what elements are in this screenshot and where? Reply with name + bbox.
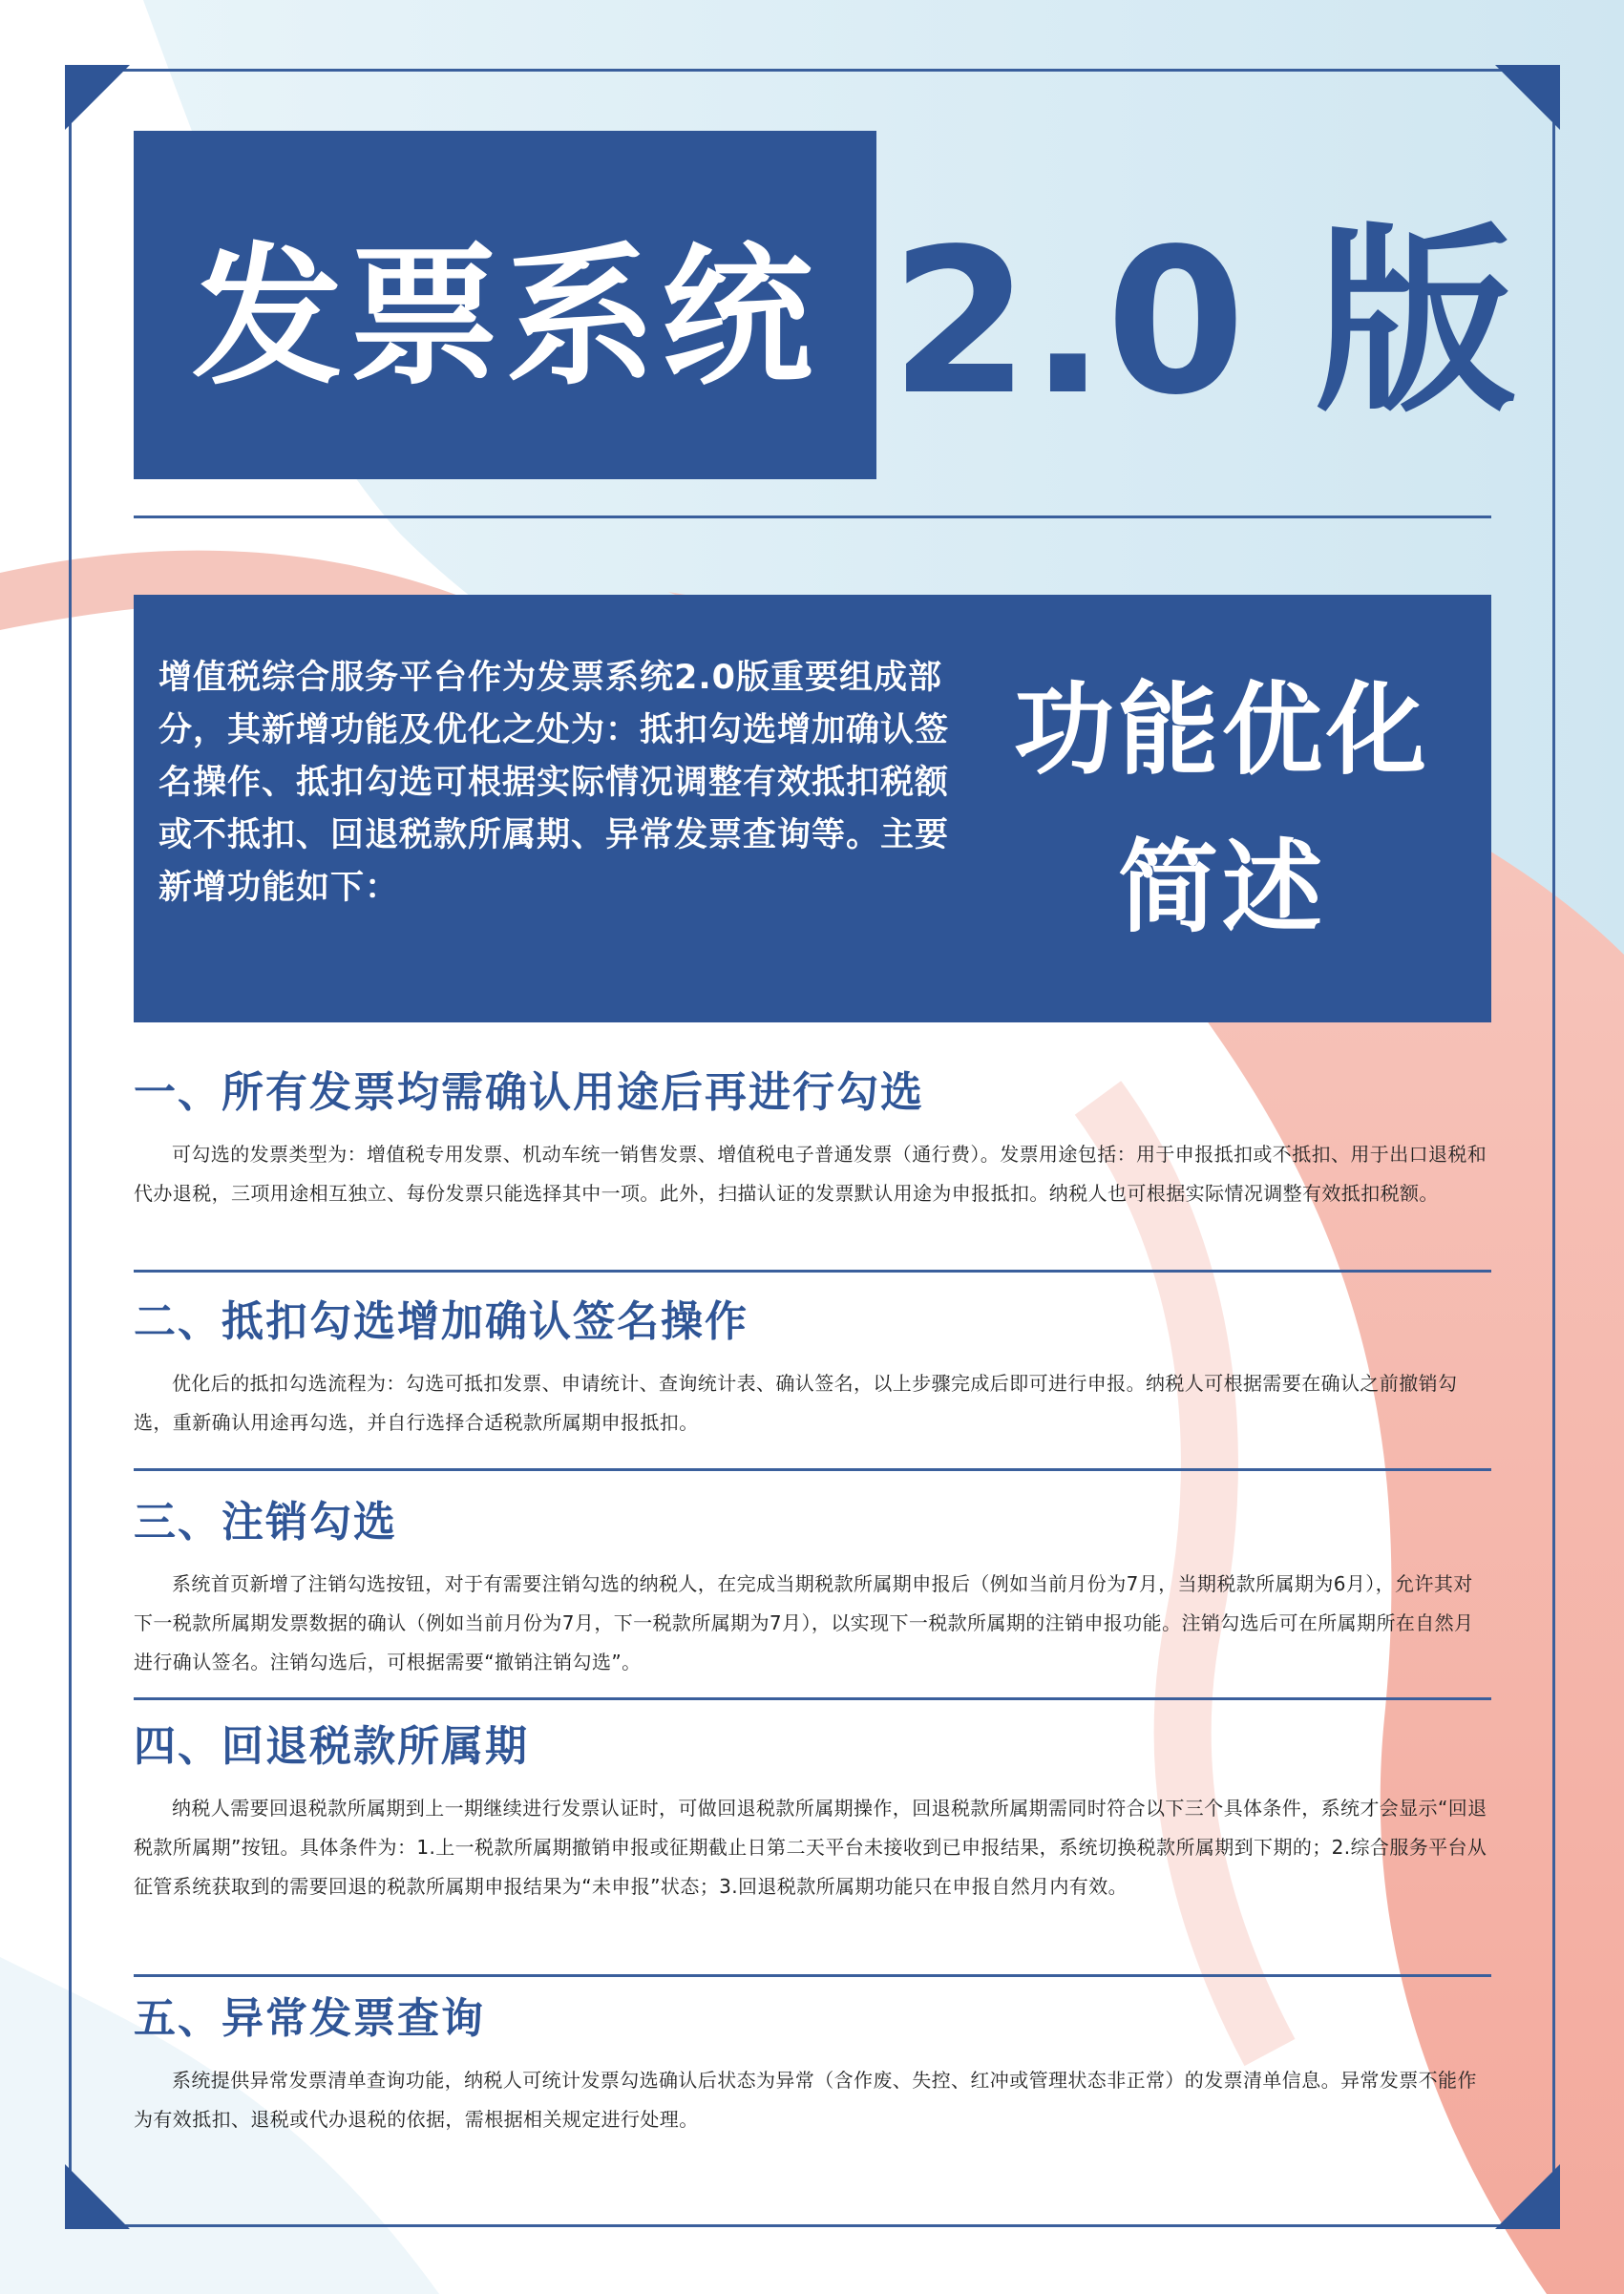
intro-heading [964, 652, 1480, 967]
title-box [134, 131, 876, 479]
frame-left [69, 115, 72, 2181]
section-1 [134, 1064, 1491, 1213]
section-title: 一、所有发票均需确认用途后再进行勾选 [134, 1068, 924, 1117]
intro-heading-line1: 功能优化 [1013, 672, 1430, 789]
section-3 [134, 1494, 1491, 1682]
section-body: 优化后的抵扣勾选流程为：勾选可抵扣发票、申请统计、查询统计表、确认签名，以上步骤完成后即可进行申报。纳税人可根据需要在确认之前撤销勾选，重新确认用途再勾选，并自行选择合适税款所属期申报抵扣。 [134, 1372, 1458, 1434]
section-title: 四、回退税款所属期 [134, 1722, 529, 1771]
section-divider [134, 1270, 1491, 1273]
frame-bottom [115, 2224, 1510, 2227]
section-divider [134, 1468, 1491, 1471]
section-divider [134, 1697, 1491, 1700]
section-divider [134, 1974, 1491, 1977]
frame-top [115, 69, 1510, 72]
corner-bottom-left [65, 2164, 130, 2229]
section-4 [134, 1718, 1491, 1906]
section-body: 纳税人需要回退税款所属期到上一期继续进行发票认证时，可做回退税款所属期操作，回退税款所属期需同时符合以下三个具体条件，系统才会显示“回退税款所属期”按钮。具体条件为：1.上一税款所属期撤销申报或征期截止日第二天平台未接收到已申报结果，系统切换税款所属期到下期的；2.综合服务平台从征管系统获取到的需要回退的税款所属期申报结果为“未申报”状态；3.回退税款所属期功能只在申报自然月内有效。 [134, 1797, 1487, 1898]
corner-top-left [65, 65, 130, 130]
section-body: 系统提供异常发票清单查询功能，纳税人可统计发票勾选确认后状态为异常（含作废、失控、红冲或管理状态非正常）的发票清单信息。异常发票不能作为有效抵扣、退税或代办退税的依据，需根据相关规定进行处理。 [134, 2069, 1477, 2131]
title-divider [134, 516, 1491, 518]
section-5 [134, 1990, 1491, 2139]
frame-right [1552, 115, 1555, 2181]
corner-bottom-right [1495, 2164, 1560, 2229]
title-main: 发票系统 [192, 230, 818, 406]
section-body: 系统首页新增了注销勾选按钮，对于有需要注销勾选的纳税人，在完成当期税款所属期申报后（例如当前月份为7月，当期税款所属期为6月），允许其对下一税款所属期发票数据的确认（例如当前月份为7月，下一税款所属期为7月），以实现下一税款所属期的注销申报功能。注销勾选后可在所属期所在自然月进行确认签名。注销勾选后，可根据需要“撤销注销勾选”。 [134, 1572, 1474, 1673]
intro-text: 增值税综合服务平台作为发票系统2.0版重要组成部分，其新增功能及优化之处为：抵扣勾选增加确认签名操作、抵扣勾选可根据实际情况调整有效抵扣税额或不抵扣、回退税款所属期、异常发票查询等。主要新增功能如下： [158, 659, 950, 907]
title-version: 2.0 版 [890, 205, 1516, 439]
corner-top-right [1495, 65, 1560, 130]
section-title: 二、抵扣勾选增加确认签名操作 [134, 1297, 749, 1346]
section-title: 三、注销勾选 [134, 1498, 397, 1547]
section-body: 可勾选的发票类型为：增值税专用发票、机动车统一销售发票、增值税电子普通发票（通行费）。发票用途包括：用于申报抵扣或不抵扣、用于出口退税和代办退税，三项用途相互独立、每份发票只能选择其中一项。此外，扫描认证的发票默认用途为申报抵扣。纳税人也可根据实际情况调整有效抵扣税额。 [134, 1143, 1487, 1205]
section-2 [134, 1294, 1491, 1442]
intro-box [134, 595, 1491, 1022]
intro-heading-line2: 简述 [1117, 830, 1326, 946]
section-title: 五、异常发票查询 [134, 1994, 485, 2043]
